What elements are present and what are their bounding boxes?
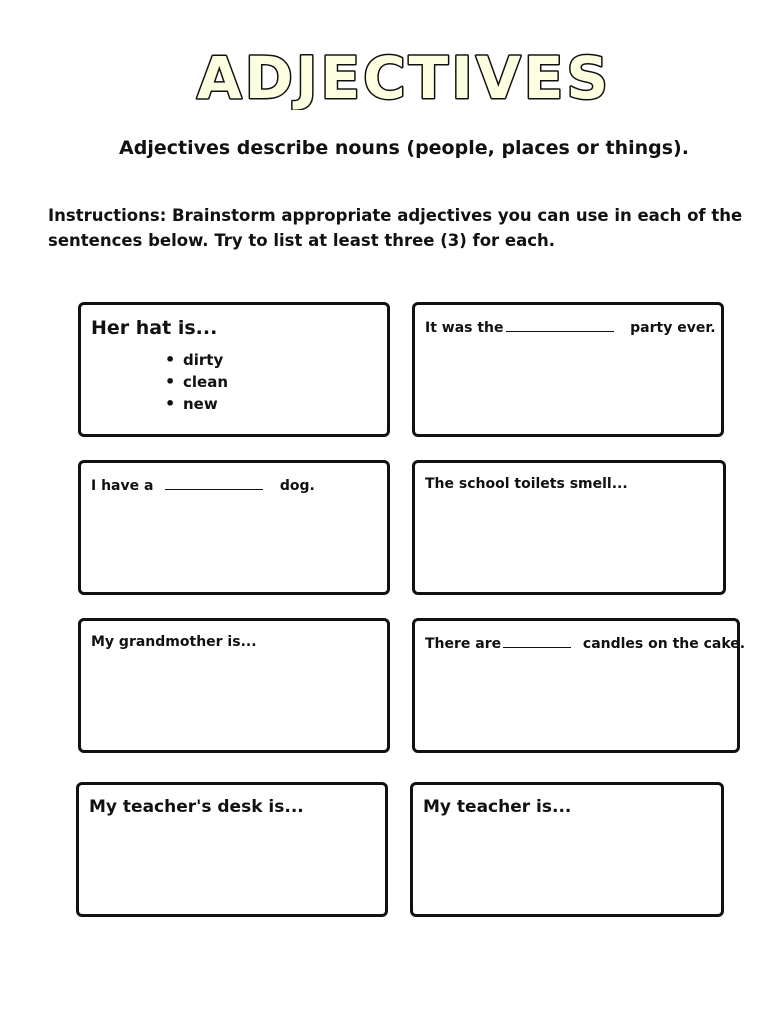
fill-in-blank[interactable] [503, 634, 571, 648]
box-prompt: My grandmother is... [91, 634, 257, 650]
prompt-text-before: There are [425, 636, 502, 652]
box-prompt: My teacher's desk is... [89, 797, 304, 817]
fill-in-blank[interactable] [165, 476, 263, 490]
box-prompt [425, 318, 716, 336]
example-item: • clean [165, 371, 228, 393]
prompt-text-after: candles on the cake. [582, 636, 746, 652]
answer-box-grandmother[interactable] [78, 618, 390, 753]
answer-box-her-hat[interactable] [78, 302, 390, 437]
answer-box-teacher[interactable] [410, 782, 724, 917]
box-prompt [425, 634, 745, 652]
answer-box-candles[interactable] [412, 618, 746, 753]
prompt-text-before: I have a [91, 478, 154, 494]
answer-box-teacher-desk[interactable] [76, 782, 388, 917]
prompt-text-before: It was the [425, 320, 504, 336]
fill-in-blank[interactable] [506, 318, 614, 332]
prompt-text-after: party ever. [630, 320, 716, 336]
prompt-text-after: dog. [279, 478, 315, 494]
example-item: • new [165, 393, 228, 415]
subtitle: Adjectives describe nouns (people, places or things). [119, 137, 689, 159]
answer-box-toilets[interactable] [412, 460, 726, 595]
worksheet-title-text: ADJECTIVES [196, 44, 612, 110]
box-prompt: My teacher is... [423, 797, 572, 817]
answer-box-party[interactable] [412, 302, 724, 437]
box-prompt [91, 476, 315, 494]
example-item: • dirty [165, 349, 228, 371]
box-prompt: Her hat is... [91, 317, 218, 339]
answer-box-dog[interactable] [78, 460, 390, 595]
box-prompt: The school toilets smell... [425, 476, 628, 492]
example-list [165, 349, 228, 415]
worksheet-title [0, 38, 768, 110]
instructions: Instructions: Brainstorm appropriate adjectives you can use in each of the sentences below. Try to list at least three (3) for each. [48, 206, 743, 250]
